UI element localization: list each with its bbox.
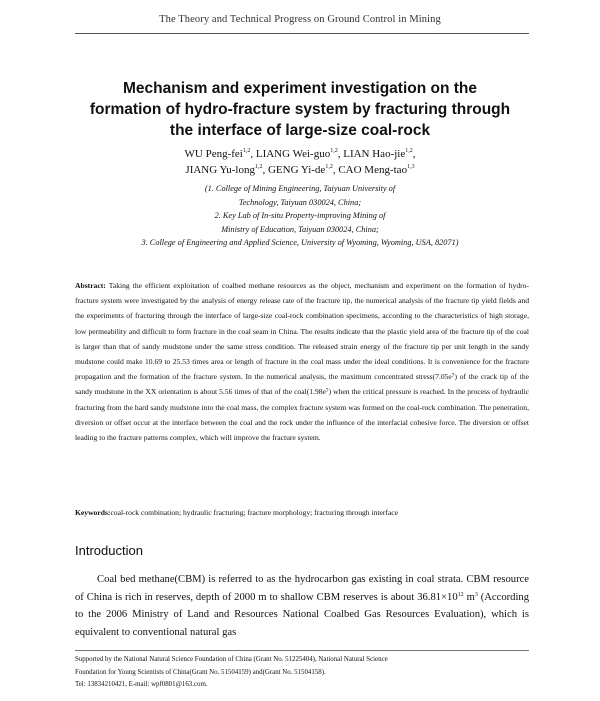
affiliation-line: 2. Key Lab of In-situ Property-improving Mining of <box>214 211 386 220</box>
author-name: GENG Yi-de <box>267 164 326 176</box>
affiliations <box>40 182 560 250</box>
paragraph-text: Coal bed methane(CBM) is referred to as the hydrocarbon gas existing in coal strata. CBM resource of China is rich in reserves, depth of 2000 m to shallow CBM reserves is about 36.81×10 <box>75 574 529 603</box>
abstract-label: Abstract: <box>75 281 106 290</box>
author-affil-mark: 1,2 <box>254 164 263 170</box>
affiliation-line: Technology, Taiyuan 030024, China; <box>238 197 362 207</box>
author-affil-mark: 1,2 <box>405 148 413 154</box>
section-heading-introduction: Introduction <box>75 543 143 558</box>
exponent: 12 <box>457 591 464 598</box>
author-affil-mark: 1,2 <box>242 148 251 154</box>
footnote-line: Supported by the National Natural Science Foundation of China (Grant No. 51225404), National Natural Science <box>75 656 388 663</box>
abstract <box>75 278 529 445</box>
keywords-text: coal-rock combination; hydraulic fracturing; fracture morphology; fracturing through interface <box>110 508 399 517</box>
paper-title <box>60 78 540 141</box>
author-name: LIAN Hao-jie <box>343 148 406 160</box>
author-line-2: JIANG Yu-long$^{1,2}$, GENG Yi-de$^{1,2}$, CAO Meng-tao$^{1,3}$ <box>185 164 415 176</box>
author-affil-mark: 1,2 <box>330 148 338 154</box>
author-affil-mark: 1,2 <box>325 164 333 170</box>
footnote-line: Tel: 13834210421, E-mail: wpf0801@163.com. <box>75 681 208 688</box>
affiliation-line: (1. College of Mining Engineering, Taiyuan University of <box>204 184 396 193</box>
author-name: LIANG Wei-guo <box>255 148 331 160</box>
affiliation-line: 3. College of Engineering and Applied Science, University of Wyoming, Wyoming, USA, 82071) <box>141 238 459 247</box>
keywords <box>75 506 529 520</box>
exponent: 3 <box>474 591 478 598</box>
paragraph-text: m <box>463 591 475 603</box>
title-line-3: the interface of large-size coal-rock <box>169 122 431 139</box>
author-name: CAO Meng-tao <box>338 164 408 176</box>
title-line-1: Mechanism and experiment investigation on the <box>123 80 477 97</box>
keywords-label: Keywords: <box>75 508 111 517</box>
header-rule <box>75 33 529 34</box>
introduction-body <box>75 571 529 641</box>
abstract-text: Taking the efficient exploitation of coalbed methane resources as the object, mechanism and experiment on the formation of hydro-fracture system were investigated by the analysis of energy release rate of the fracture tip, the numerical analysis of the fracture tip yield fields and the experiments of fracturing through the interface of large-size coal-rock combination specimens, according to the characteristics of high storage, low permeability and difficult to form fracture in the coal seam in China. The results indicate that the plastic yield area of the fracture tip of the coal is larger than that of sandy mudstone under the same stress condition. The released strain energy of the fracture tip per unit length in the sandy mudstone could make 10.69 to 25.53 times area or length of fracture in the coal mass under the ideal conditions. It is convenience for the fracture propagation and the formation of the fracture system. In the numerical analysis, the maximum concentrated stress(7.05e⁷) of the crack tip of the sandy mudstone in the XX orientation is about 5.56 times of that of the coal(1.98e⁷) when the critical pressure is reached. In the process of hydraulic fracturing from the hard sandy mudstone into the coal mass, the complex fracture system was formed on the coal-rock combination. The penetration, diversion or offset occur at the interface between the coal and the rock under the influence of the interfacial cohesive force. The diversion or offset leading to the fracture patterns complex, which will improve the fracture system. <box>75 281 530 443</box>
affiliation-line: Ministry of Education, Taiyuan 030024, China; <box>221 224 379 234</box>
title-line-2: formation of hydro-fracture system by fracturing through <box>89 101 511 118</box>
author-name: WU Peng-fei <box>184 148 243 160</box>
running-header: The Theory and Technical Progress on Ground Control in Mining <box>159 14 441 25</box>
footnote <box>75 654 529 692</box>
author-affil-mark: 1,3 <box>407 164 415 170</box>
author-line-1: WU Peng-fei$^{1,2}$, LIANG Wei-guo$^{1,2}$, LIAN Hao-jie$^{1,2}$, <box>184 148 416 160</box>
author-name: JIANG Yu-long <box>185 164 255 176</box>
footnote-line: Foundation for Young Scientists of China(Grant No. 51504159) and(Grant No. 51504158). <box>75 668 326 676</box>
footnote-rule <box>75 650 529 651</box>
introduction-paragraph <box>75 571 529 641</box>
author-list <box>60 146 540 178</box>
paragraph-text: (According to the 2006 Ministry of Land and Resources National Coalbed Gas Resources Evaluation), which is equivalent to conventional natural gas <box>75 591 529 638</box>
